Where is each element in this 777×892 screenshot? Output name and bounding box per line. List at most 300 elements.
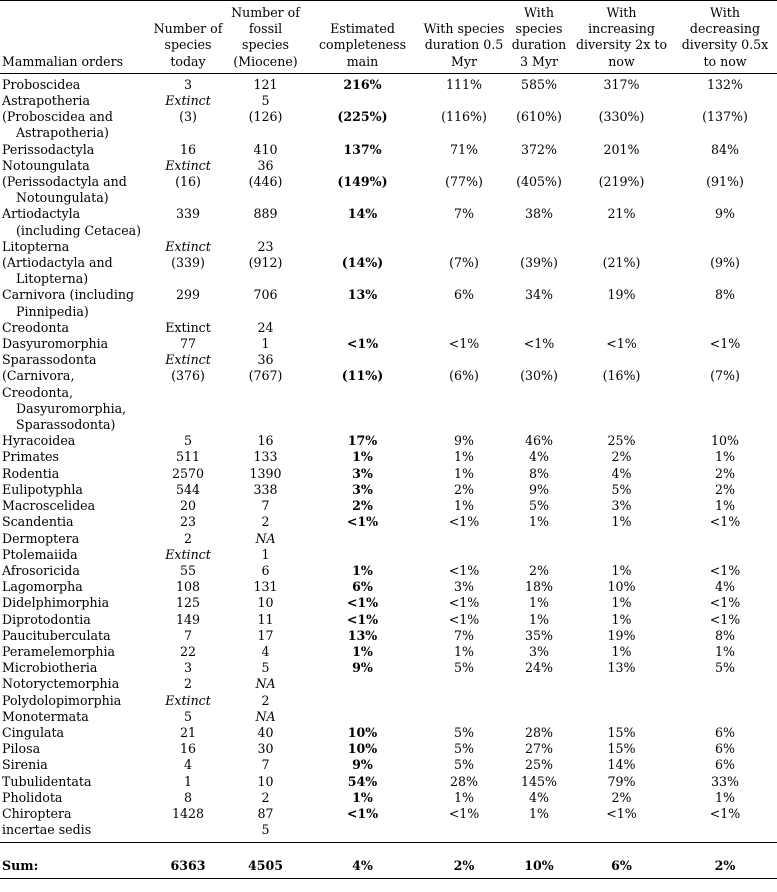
cell-duration-05 xyxy=(420,531,508,547)
order-name xyxy=(0,790,150,806)
cell-completeness: 1% xyxy=(352,562,373,578)
cell-completeness: 13% xyxy=(347,287,378,303)
cell-duration-3: 1% xyxy=(529,514,549,530)
order-name-line: Polydolopimorphia xyxy=(2,692,122,708)
cell-species-today: 2 xyxy=(183,676,192,692)
order-name-continuation: Dasyuromorphia, xyxy=(16,400,127,416)
cell-completeness: 1% xyxy=(352,643,373,659)
order-name-line: Cingulata xyxy=(2,724,65,740)
order-name xyxy=(0,725,150,741)
cell-fossil-species: NA xyxy=(255,708,276,724)
table-row xyxy=(0,368,777,433)
cell-fossil-species: 17 xyxy=(257,627,274,643)
cell-duration-05: <1% xyxy=(448,611,480,627)
cell-duration-05 xyxy=(420,239,508,255)
cell-increasing: 19% xyxy=(607,627,636,643)
cell-species-today: 21 xyxy=(179,724,197,740)
sum-increasing: 6% xyxy=(570,843,673,878)
cell-species-today: (16) xyxy=(175,174,201,190)
cell-duration-05: 9% xyxy=(454,433,474,449)
order-name xyxy=(0,531,150,547)
cell-species-today: 125 xyxy=(175,595,201,611)
cell-species-today: Extinct xyxy=(165,238,211,254)
cell-decreasing xyxy=(673,239,777,255)
cell-decreasing: (91%) xyxy=(706,174,744,190)
cell-duration-3 xyxy=(508,352,570,368)
cell-duration-3: 5% xyxy=(529,498,549,514)
cell-duration-05 xyxy=(420,352,508,368)
cell-species-today: 4 xyxy=(183,757,192,773)
order-name-continuation: Notoungulata) xyxy=(16,190,109,206)
order-name-line: Tubulidentata xyxy=(2,773,92,789)
cell-decreasing: 6% xyxy=(715,757,735,773)
order-name-line: Diprotodontia xyxy=(2,611,91,627)
order-name-line: Proboscidea xyxy=(2,76,81,92)
cell-completeness: (149%) xyxy=(337,174,388,190)
order-name xyxy=(0,676,150,692)
cell-fossil-species: NA xyxy=(255,530,276,546)
cell-duration-05: <1% xyxy=(448,336,480,352)
cell-completeness: <1% xyxy=(346,514,379,530)
cell-duration-05: 1% xyxy=(454,789,474,805)
order-name xyxy=(0,660,150,676)
table-row xyxy=(0,239,777,255)
table-row xyxy=(0,255,777,287)
cell-duration-3: 2% xyxy=(529,562,549,578)
cell-increasing: 1% xyxy=(611,562,632,578)
cell-fossil-species: 24 xyxy=(257,319,274,335)
cell-completeness: 10% xyxy=(347,741,378,757)
cell-increasing: 2% xyxy=(611,789,632,805)
cell-fossil-species: 338 xyxy=(253,481,278,497)
order-name xyxy=(0,628,150,644)
table-row xyxy=(0,336,777,352)
order-name xyxy=(0,174,150,206)
table-row xyxy=(0,93,777,109)
cell-species-today: 2570 xyxy=(171,465,205,481)
cell-increasing xyxy=(570,693,673,709)
order-name-continuation: Litopterna) xyxy=(16,271,89,287)
cell-increasing xyxy=(570,822,673,838)
col-header-fossil-species: Number of fossil species (Miocene) xyxy=(226,1,305,74)
table-row xyxy=(0,774,777,790)
order-name xyxy=(0,482,150,498)
cell-increasing xyxy=(570,320,673,336)
cell-completeness: <1% xyxy=(346,336,379,352)
cell-species-today: 55 xyxy=(179,562,197,578)
order-name-line: Notoryctemorphia xyxy=(2,676,120,692)
order-name-line: Carnivora (including xyxy=(2,287,135,303)
cell-completeness xyxy=(305,822,420,838)
cell-duration-05 xyxy=(420,93,508,109)
cell-duration-3 xyxy=(508,93,570,109)
cell-fossil-species: 2 xyxy=(261,692,270,708)
cell-increasing: (16%) xyxy=(602,368,641,384)
cell-increasing xyxy=(570,547,673,563)
cell-increasing: <1% xyxy=(606,805,637,821)
cell-duration-3: 1% xyxy=(529,805,549,821)
cell-species-today: Extinct xyxy=(165,93,211,109)
cell-fossil-species: 5 xyxy=(261,822,270,838)
cell-duration-3: 34% xyxy=(525,287,553,303)
cell-increasing: 3% xyxy=(611,498,632,514)
cell-increasing: 15% xyxy=(607,741,636,757)
cell-increasing xyxy=(570,709,673,725)
order-name-line: Peramelemorphia xyxy=(2,643,116,659)
cell-duration-05: 1% xyxy=(454,643,474,659)
cell-duration-05: (77%) xyxy=(445,174,483,190)
cell-duration-05 xyxy=(420,676,508,692)
cell-duration-3: 9% xyxy=(529,481,549,497)
cell-fossil-species: 7 xyxy=(261,498,270,514)
cell-species-today: (339) xyxy=(171,255,205,271)
cell-fossil-species: 4 xyxy=(261,643,270,659)
cell-completeness xyxy=(305,239,420,255)
table-row xyxy=(0,158,777,174)
cell-duration-05: 1% xyxy=(454,498,474,514)
cell-species-today: 23 xyxy=(179,514,197,530)
order-name-line: Creodonta xyxy=(2,319,70,335)
order-name xyxy=(0,693,150,709)
order-name-line: Scandentia xyxy=(2,514,74,530)
order-name-line: (Perissodactyla and xyxy=(2,174,127,190)
table-row xyxy=(0,206,777,238)
cell-fossil-species: 706 xyxy=(253,287,278,303)
cell-species-today: 299 xyxy=(175,287,201,303)
order-name xyxy=(0,498,150,514)
cell-increasing: 201% xyxy=(603,141,640,157)
cell-duration-05 xyxy=(420,547,508,563)
cell-duration-3 xyxy=(508,676,570,692)
order-name xyxy=(0,644,150,660)
cell-species-today: 3 xyxy=(183,76,192,92)
cell-completeness: 14% xyxy=(347,206,378,222)
order-name xyxy=(0,774,150,790)
cell-duration-3 xyxy=(508,547,570,563)
cell-species-today: Extinct xyxy=(165,319,211,335)
cell-duration-3: 1% xyxy=(529,595,549,611)
cell-increasing: 21% xyxy=(607,206,636,222)
cell-completeness: 13% xyxy=(347,627,378,643)
order-name xyxy=(0,449,150,465)
order-name xyxy=(0,612,150,628)
order-name xyxy=(0,158,150,174)
order-name-line: Pholidota xyxy=(2,789,63,805)
table-row xyxy=(0,709,777,725)
cell-fossil-species: 30 xyxy=(257,741,274,757)
order-name-continuation: Pinnipedia) xyxy=(16,303,89,319)
cell-duration-05 xyxy=(420,822,508,838)
table-body xyxy=(0,73,777,838)
order-name-line: Lagomorpha xyxy=(2,579,83,595)
table-row xyxy=(0,433,777,449)
cell-decreasing xyxy=(673,676,777,692)
order-name xyxy=(0,757,150,773)
cell-completeness xyxy=(305,676,420,692)
col-header-duration-05: With species duration 0.5 Myr xyxy=(420,1,508,74)
cell-completeness: 3% xyxy=(352,481,373,497)
cell-duration-05: 2% xyxy=(454,481,474,497)
order-name-line: Macroscelidea xyxy=(2,498,96,514)
cell-species-today: 2 xyxy=(183,530,192,546)
order-name xyxy=(0,547,150,563)
cell-increasing: 1% xyxy=(611,595,632,611)
cell-duration-05: 5% xyxy=(454,660,474,676)
cell-increasing: 19% xyxy=(607,287,636,303)
cell-duration-3: 18% xyxy=(525,579,553,595)
cell-completeness: 3% xyxy=(352,465,373,481)
cell-species-today: Extinct xyxy=(165,352,211,368)
cell-species-today: 339 xyxy=(175,206,201,222)
cell-species-today: 108 xyxy=(175,579,201,595)
order-name xyxy=(0,93,150,109)
cell-fossil-species: 23 xyxy=(257,238,274,254)
order-name xyxy=(0,336,150,352)
cell-increasing: 14% xyxy=(607,757,636,773)
table-row xyxy=(0,741,777,757)
table-row xyxy=(0,644,777,660)
cell-completeness: (11%) xyxy=(341,368,384,384)
cell-completeness: (225%) xyxy=(337,109,388,125)
cell-duration-3 xyxy=(508,693,570,709)
order-name xyxy=(0,206,150,238)
cell-duration-3: 4% xyxy=(529,789,549,805)
cell-duration-05: <1% xyxy=(448,595,480,611)
cell-completeness xyxy=(305,531,420,547)
order-name-line: incertae sedis xyxy=(2,822,92,838)
cell-duration-05: (6%) xyxy=(449,368,479,384)
cell-decreasing: 5% xyxy=(715,660,735,676)
cell-increasing: 1% xyxy=(611,611,632,627)
cell-decreasing xyxy=(673,709,777,725)
cell-duration-3: (405%) xyxy=(516,174,562,190)
cell-duration-3: (30%) xyxy=(520,368,558,384)
order-name-line: Ptolemaiida xyxy=(2,546,78,562)
cell-decreasing: 10% xyxy=(711,433,739,449)
cell-duration-3 xyxy=(508,709,570,725)
cell-fossil-species: 10 xyxy=(257,773,274,789)
order-name xyxy=(0,142,150,158)
cell-completeness: 1% xyxy=(352,789,373,805)
cell-duration-3: 8% xyxy=(529,465,549,481)
order-name-line: Pilosa xyxy=(2,741,41,757)
order-name-line: Didelphimorphia xyxy=(2,595,110,611)
cell-completeness xyxy=(305,709,420,725)
order-name xyxy=(0,741,150,757)
cell-completeness: 17% xyxy=(347,433,378,449)
order-name-continuation: (including Cetacea) xyxy=(16,222,142,238)
cell-duration-3: 24% xyxy=(525,660,553,676)
cell-decreasing: 2% xyxy=(715,481,735,497)
cell-fossil-species: 40 xyxy=(257,724,274,740)
table-row xyxy=(0,73,777,93)
cell-increasing: 15% xyxy=(607,724,636,740)
cell-fossil-species: 889 xyxy=(253,206,278,222)
cell-increasing: (330%) xyxy=(598,109,645,125)
cell-decreasing xyxy=(673,93,777,109)
cell-duration-05: 28% xyxy=(450,773,478,789)
cell-species-today: 544 xyxy=(175,481,201,497)
order-name xyxy=(0,563,150,579)
sum-duration-3: 10% xyxy=(508,843,570,878)
cell-fossil-species: 1 xyxy=(261,546,270,562)
cell-duration-3: 38% xyxy=(525,206,553,222)
cell-decreasing: 8% xyxy=(715,287,735,303)
cell-increasing: 4% xyxy=(611,465,632,481)
cell-completeness: 10% xyxy=(347,724,378,740)
order-name-line: Hyracoidea xyxy=(2,433,76,449)
cell-duration-05: <1% xyxy=(448,514,480,530)
order-name xyxy=(0,368,150,433)
cell-decreasing: 1% xyxy=(715,643,735,659)
cell-fossil-species: 5 xyxy=(261,93,270,109)
cell-species-today: 5 xyxy=(183,708,192,724)
cell-duration-05: 7% xyxy=(454,627,474,643)
table-row xyxy=(0,725,777,741)
cell-fossil-species: 11 xyxy=(257,611,274,627)
order-name xyxy=(0,466,150,482)
col-header-orders: Mammalian orders xyxy=(0,1,150,74)
cell-decreasing: 1% xyxy=(715,449,735,465)
cell-decreasing: 1% xyxy=(715,789,735,805)
order-name-line: (Artiodactyla and xyxy=(2,255,113,271)
cell-increasing xyxy=(570,158,673,174)
cell-duration-3: 585% xyxy=(520,76,557,92)
cell-increasing: 317% xyxy=(603,76,640,92)
col-header-completeness: Estimated completeness main xyxy=(305,1,420,74)
order-name-line: Paucituberculata xyxy=(2,627,111,643)
cell-increasing: 5% xyxy=(611,481,632,497)
cell-completeness: <1% xyxy=(346,595,379,611)
cell-completeness: 6% xyxy=(352,579,373,595)
cell-fossil-species: 133 xyxy=(253,449,278,465)
cell-duration-3: (39%) xyxy=(520,255,558,271)
cell-duration-3 xyxy=(508,531,570,547)
cell-fossil-species: 6 xyxy=(261,562,270,578)
table-row xyxy=(0,547,777,563)
cell-decreasing: 8% xyxy=(715,627,735,643)
cell-completeness: 1% xyxy=(352,449,373,465)
cell-decreasing: 132% xyxy=(706,76,743,92)
cell-species-today: 20 xyxy=(179,498,197,514)
cell-increasing: 1% xyxy=(611,514,632,530)
cell-fossil-species: 410 xyxy=(253,141,278,157)
table-row xyxy=(0,693,777,709)
order-name xyxy=(0,822,150,838)
order-name-line: Sirenia xyxy=(2,757,48,773)
table-row xyxy=(0,676,777,692)
cell-increasing: 2% xyxy=(611,449,632,465)
cell-fossil-species: 2 xyxy=(261,514,270,530)
cell-completeness: 9% xyxy=(352,660,373,676)
cell-decreasing: <1% xyxy=(709,514,741,530)
order-name xyxy=(0,514,150,530)
cell-decreasing: 4% xyxy=(715,579,735,595)
sum-duration-05: 2% xyxy=(420,843,508,878)
table-row xyxy=(0,320,777,336)
order-name xyxy=(0,109,150,141)
cell-duration-05: (116%) xyxy=(441,109,487,125)
order-name-line: Notoungulata xyxy=(2,157,90,173)
cell-decreasing: <1% xyxy=(709,611,741,627)
table-row xyxy=(0,612,777,628)
cell-decreasing: 1% xyxy=(715,498,735,514)
cell-decreasing: <1% xyxy=(709,336,741,352)
cell-completeness: 216% xyxy=(343,76,382,92)
cell-increasing xyxy=(570,352,673,368)
order-name xyxy=(0,595,150,611)
cell-species-today: 5 xyxy=(183,433,192,449)
cell-fossil-species: 121 xyxy=(253,76,278,92)
cell-fossil-species: 1390 xyxy=(249,465,282,481)
cell-duration-3: (610%) xyxy=(516,109,562,125)
cell-duration-05: 111% xyxy=(445,76,482,92)
col-header-duration-3: With species duration 3 Myr xyxy=(508,1,570,74)
cell-decreasing xyxy=(673,352,777,368)
order-name-line: Eulipotyphla xyxy=(2,481,83,497)
cell-duration-05: 3% xyxy=(454,579,474,595)
cell-increasing: (219%) xyxy=(598,174,645,190)
cell-species-today: 511 xyxy=(175,449,201,465)
col-header-species-today: Number of species today xyxy=(150,1,226,74)
cell-duration-05: <1% xyxy=(448,562,480,578)
cell-completeness xyxy=(305,547,420,563)
cell-duration-3: 4% xyxy=(529,449,549,465)
cell-decreasing: (7%) xyxy=(710,368,740,384)
cell-duration-3: <1% xyxy=(523,336,555,352)
cell-increasing: 1% xyxy=(611,643,632,659)
cell-species-today: (3) xyxy=(179,109,197,125)
cell-species-today: 77 xyxy=(179,336,197,352)
order-name-line: Litopterna xyxy=(2,238,70,254)
order-name-continuation: Sparassodonta) xyxy=(16,417,116,433)
cell-species-today: 7 xyxy=(183,627,192,643)
order-name xyxy=(0,806,150,822)
cell-duration-05 xyxy=(420,693,508,709)
cell-decreasing: 6% xyxy=(715,741,735,757)
cell-fossil-species: (126) xyxy=(248,109,283,125)
sum-label: Sum: xyxy=(0,843,150,878)
table-row xyxy=(0,466,777,482)
cell-completeness: 137% xyxy=(343,141,382,157)
cell-duration-05: 1% xyxy=(454,449,474,465)
cell-species-today: 3 xyxy=(183,660,192,676)
cell-duration-05 xyxy=(420,158,508,174)
order-name xyxy=(0,255,150,287)
cell-fossil-species: 7 xyxy=(261,757,270,773)
sum-species-today: 6363 xyxy=(150,843,226,878)
cell-decreasing: <1% xyxy=(709,562,741,578)
cell-fossil-species: 16 xyxy=(257,433,274,449)
cell-duration-3 xyxy=(508,822,570,838)
header-row xyxy=(0,1,777,74)
cell-duration-3: 27% xyxy=(525,741,553,757)
cell-species-today: 16 xyxy=(179,141,197,157)
table-row xyxy=(0,757,777,773)
table-row xyxy=(0,287,777,319)
cell-decreasing xyxy=(673,320,777,336)
cell-decreasing xyxy=(673,822,777,838)
table-row xyxy=(0,595,777,611)
cell-fossil-species: 10 xyxy=(257,595,274,611)
cell-increasing: 10% xyxy=(607,579,636,595)
cell-duration-3: 28% xyxy=(525,724,553,740)
cell-fossil-species: 131 xyxy=(253,579,278,595)
cell-decreasing xyxy=(673,693,777,709)
cell-completeness: 54% xyxy=(347,773,378,789)
cell-increasing xyxy=(570,531,673,547)
order-name xyxy=(0,239,150,255)
